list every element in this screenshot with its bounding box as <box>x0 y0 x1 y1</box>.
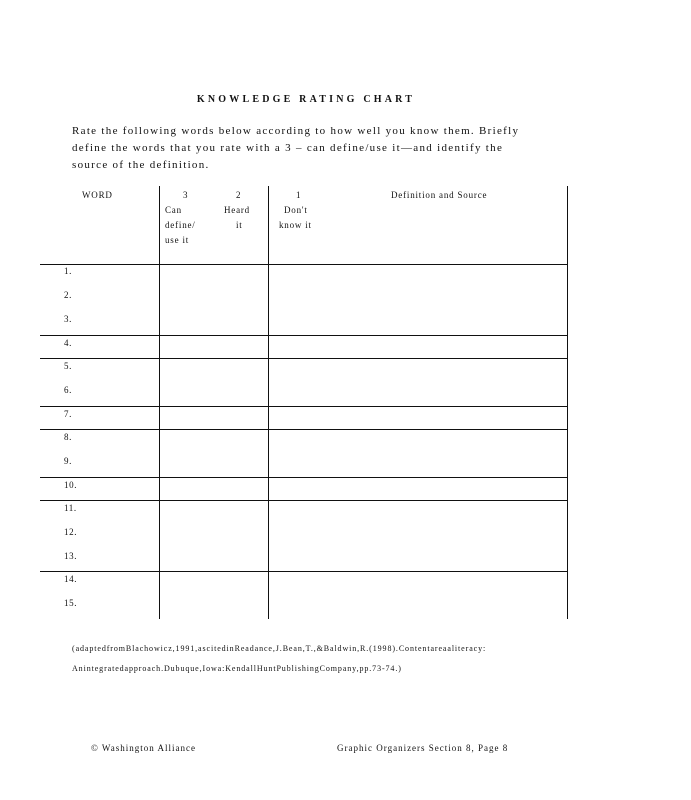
row-number: 13. <box>64 551 78 561</box>
row-number: 1. <box>64 266 72 276</box>
header-rating-3-line3: use it <box>165 235 190 245</box>
citation-line-2: Anintegratedapproach.Dubuque,Iowa:KendallHuntPublishingCompany,pp.73-74.) <box>72 664 402 673</box>
table-row-divider <box>40 571 568 572</box>
row-number: 4. <box>64 338 72 348</box>
header-rating-1-line2: know it <box>279 220 312 230</box>
row-number: 11. <box>64 503 77 513</box>
page-title: KNOWLEDGE RATING CHART <box>196 94 416 105</box>
table-row-divider <box>40 358 568 359</box>
row-number: 12. <box>64 527 78 537</box>
row-number: 9. <box>64 456 72 466</box>
header-rating-2-line2: it <box>236 220 243 230</box>
row-number: 10. <box>64 480 78 490</box>
row-number: 15. <box>64 598 78 608</box>
table-row-divider <box>40 477 568 478</box>
instructions-paragraph: Rate the following words below according to how well you know them. Briefly define the words that you rate with a 3 – can define/use it—and identify the source of the definition. <box>72 125 520 171</box>
header-rating-3-line2: define/ <box>165 220 196 230</box>
row-number: 6. <box>64 385 72 395</box>
header-rating-2-number: 2 <box>236 190 242 200</box>
table-row-divider <box>40 406 568 407</box>
row-number: 3. <box>64 314 72 324</box>
header-definition-source: Definition and Source <box>391 190 488 200</box>
table-row-divider <box>40 429 568 430</box>
row-number: 8. <box>64 432 72 442</box>
table-row-divider <box>40 335 568 336</box>
footer-copyright: © Washington Alliance <box>91 743 196 753</box>
table-column-divider <box>159 186 160 619</box>
row-number: 5. <box>64 361 72 371</box>
table-column-divider <box>567 186 568 619</box>
row-number: 14. <box>64 574 78 584</box>
header-rating-3-number: 3 <box>183 190 189 200</box>
header-rating-1-line1: Don't <box>284 205 308 215</box>
row-number: 2. <box>64 290 72 300</box>
row-number: 7. <box>64 409 72 419</box>
header-rating-2-line1: Heard <box>224 205 250 215</box>
header-word: WORD <box>82 190 113 200</box>
table-column-divider <box>268 186 269 619</box>
table-row-divider <box>40 264 568 265</box>
footer-page-info: Graphic Organizers Section 8, Page 8 <box>337 743 509 753</box>
citation-line-1: (adaptedfromBlachowicz,1991,ascitedinReadance,J.Bean,T.,&Baldwin,R.(1998).Contentareaaliteracy: <box>72 644 487 653</box>
table-row-divider <box>40 500 568 501</box>
header-rating-1-number: 1 <box>296 190 302 200</box>
header-rating-3-line1: Can <box>165 205 182 215</box>
